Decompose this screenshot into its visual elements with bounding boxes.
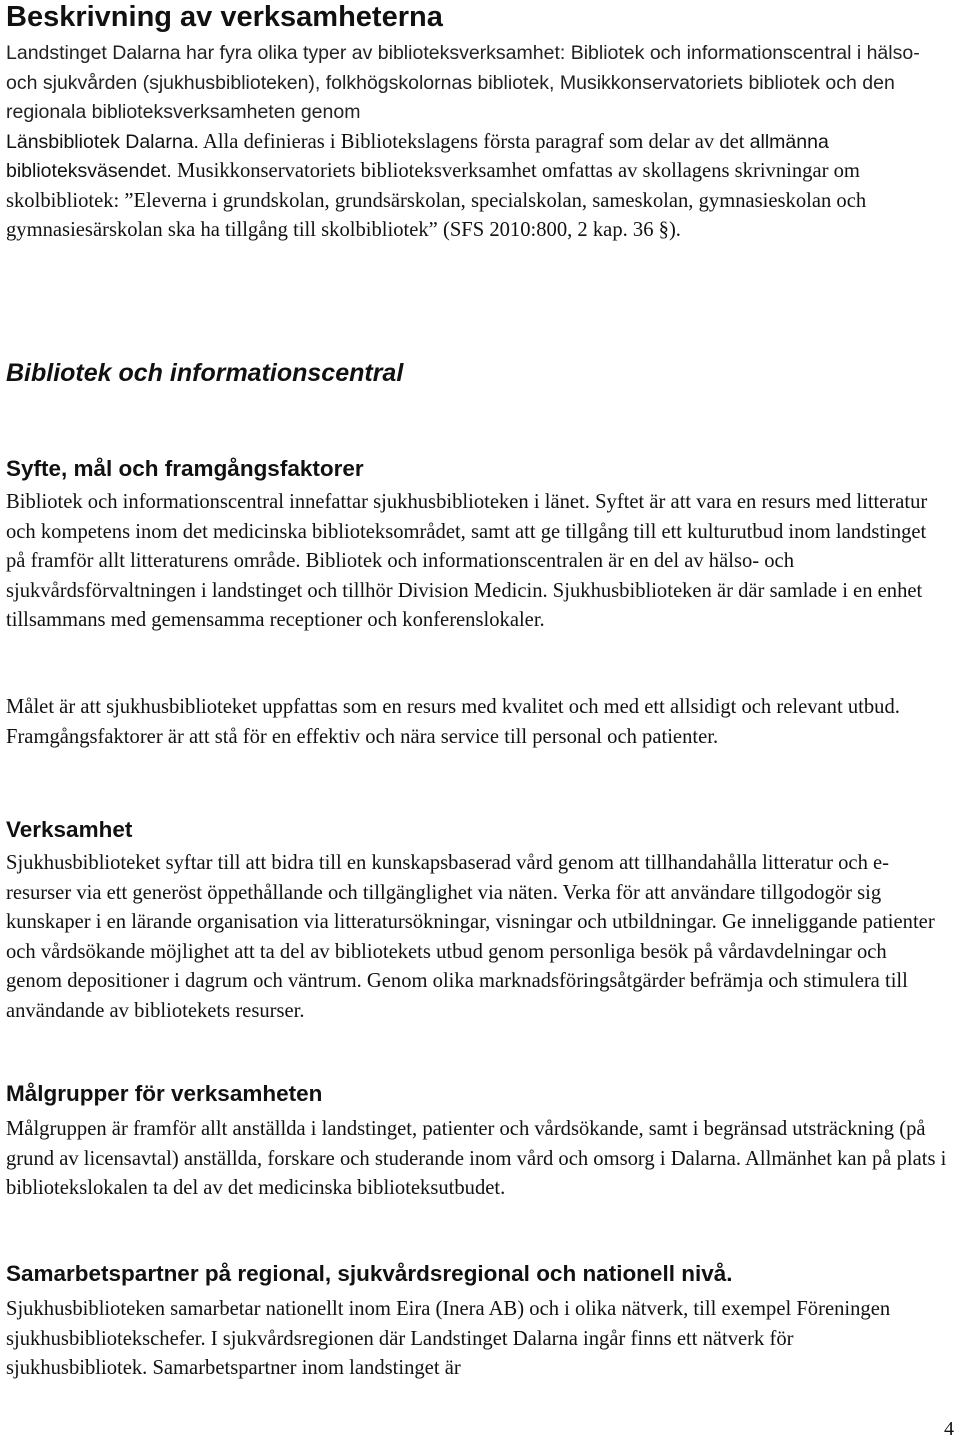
malgrupper-paragraph <box>6 1115 956 1204</box>
intro-text-sans <box>6 39 956 128</box>
samarbetspartner-paragraph <box>6 1295 956 1384</box>
intro-paragraph <box>6 39 956 246</box>
syfte-text-1: Bibliotek och informationscentral innefattar sjukhusbiblioteken i länet. Syftet är att vara en resurs med litteratur och kompetens inom det medicinska biblioteksområdet, samt att ge tillgång till ett kulturutbud inom landstinget på framför allt litteraturens område. Bibliotek och informationscentralen är en del av hälso- och sjukvårdsförvaltningen i landstinget och tillhör Division Medicin. Sjukhusbiblioteken är där samlade i en enhet tillsammans med gemensamma receptioner och konferenslokaler. <box>6 491 928 631</box>
heading-malgrupper: Målgrupper för verksamheten <box>6 1081 323 1106</box>
intro-part-serif-b: Musikkonservatoriets biblioteksverksamhet omfattas av skollagens skrivningar om skolbibliotek: ”Eleverna i grundskolan, grundsärskolan, specialskolan, sameskolan, gymnasieskolan och gymnasiesärskolan ska ha tillgång till skolbibliotek” (SFS 2010:800, 2 kap. 36 §). <box>6 160 867 241</box>
page-title: Beskrivning av verksamheterna <box>6 1 443 33</box>
malgrupper-text: Målgruppen är framför allt anställda i landstinget, patienter och vårdsökande, samt i begränsad utsträckning (på grund av licensavtal) anställda, forskare och studerande inom vård och omsorg i Dalarna. Allmänhet kan på plats i bibliotekslokalen ta del av det medicinska biblioteksutbudet. <box>6 1118 947 1199</box>
page-number: 4 <box>944 1418 954 1440</box>
intro-part-sans: Landstinget Dalarna har fyra olika typer av biblioteksverksamhet: Bibliotek och informationscentral i hälso- och sjukvården (sjukhusbiblioteken), folkhögskolornas bibliotek, Musikkonservatoriets bibliotek och den regionala biblioteksverksamheten genom <box>6 42 920 123</box>
intro-text-serif <box>6 128 941 246</box>
verksamhet-paragraph <box>6 849 956 1026</box>
syfte-text-2: Målet är att sjukhusbiblioteket uppfattas som en resurs med kvalitet och med ett allsidigt och relevant utbud. Framgångsfaktorer är att stå för en effektiv och nära service till personal och patienter. <box>6 696 900 748</box>
intro-part-mixed-sans2: allmänna biblioteksväsendet. <box>6 130 829 182</box>
section-title: Bibliotek och informationscentral <box>6 359 404 387</box>
syfte-paragraph-1 <box>6 488 956 636</box>
syfte-paragraph-2 <box>6 693 956 752</box>
intro-part-serif-a: Alla definieras i Bibliotekslagens första paragraf som delar av det <box>198 130 745 153</box>
heading-verksamhet: Verksamhet <box>6 817 133 842</box>
document-page <box>6 0 956 1379</box>
intro-part-mixed-sans: Länsbibliotek Dalarna. <box>6 130 199 153</box>
heading-syfte: Syfte, mål och framgångsfaktorer <box>6 456 364 481</box>
samarbetspartner-text: Sjukhusbiblioteken samarbetar nationellt inom Eira (Inera AB) och i olika nätverk, till exempel Föreningen sjukhusbibliotekschefer. I sjukvårdsregionen där Landstinget Dalarna ingår finns ett nätverk för sjukhusbibliotek. Samarbetspartner inom landstinget är <box>6 1298 891 1379</box>
verksamhet-text: Sjukhusbiblioteket syftar till att bidra till en kunskapsbaserad vård genom att tillhandahålla litteratur och e-resurser via ett generöst öppethållande och tillgänglighet via näten. Verka för att användare tillgodogör sig kunskaper i en lärande organisation via litteratursökningar, visningar och utbildningar. Ge inneliggande patienter och vårdsökande möjlighet att ta del av bibliotekets utbud genom personliga besök på vårdavdelningar och genom depositioner i dagrum och väntrum. Genom olika marknadsföringsåtgärder befrämja och stimulera till användande av bibliotekets resurser. <box>6 852 935 1022</box>
heading-samarbetspartner: Samarbetspartner på regional, sjukvårdsregional och nationell nivå. <box>6 1261 733 1286</box>
